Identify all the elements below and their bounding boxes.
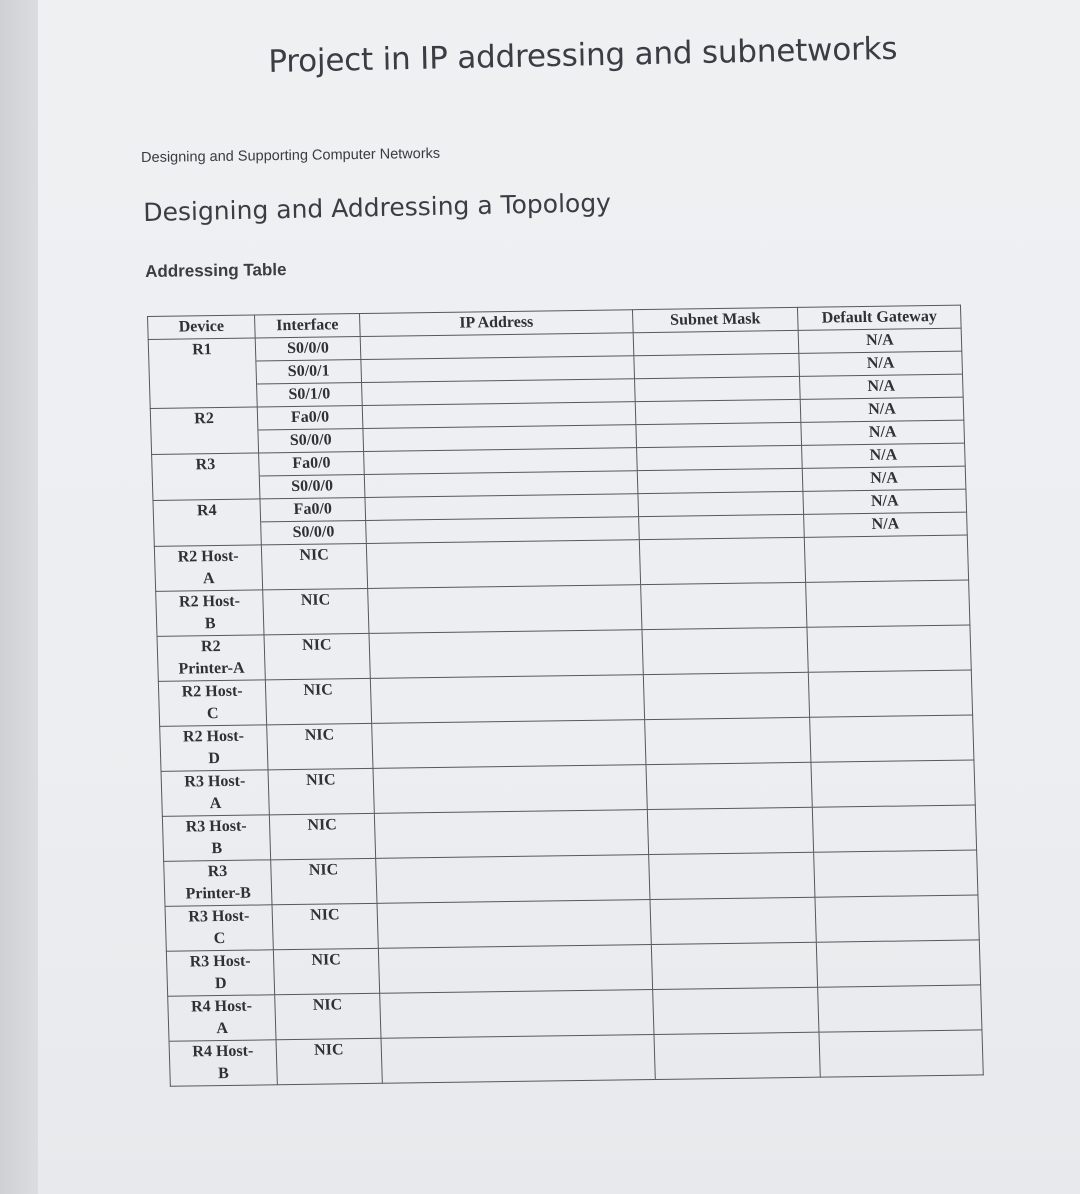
device-name-line2: B <box>204 615 216 633</box>
device-name-line2: Printer-A <box>178 659 245 678</box>
default-gateway-cell[interactable] <box>818 985 982 1032</box>
subnet-mask-cell[interactable] <box>636 422 802 447</box>
ip-address-cell[interactable] <box>366 540 640 589</box>
device-name-line2: A <box>202 570 215 588</box>
default-gateway-cell: N/A <box>803 489 967 514</box>
course-name: Designing and Supporting Computer Networks <box>141 145 441 166</box>
subnet-mask-cell[interactable] <box>650 897 816 944</box>
default-gateway-cell[interactable] <box>811 760 975 807</box>
interface-cell: S0/0/0 <box>259 474 365 498</box>
subnet-mask-cell[interactable] <box>654 1032 820 1079</box>
interface-cell: NIC <box>276 1038 382 1084</box>
device-name-line1: R3 Host- <box>189 952 251 971</box>
subnet-mask-cell[interactable] <box>638 491 804 516</box>
subnet-mask-cell[interactable] <box>637 445 803 470</box>
subnet-mask-cell[interactable] <box>639 537 805 584</box>
section-heading: Designing and Addressing a Topology <box>143 188 612 227</box>
header-default-gateway: Default Gateway <box>797 305 961 330</box>
device-name-line2: A <box>216 1019 229 1038</box>
device-cell <box>154 522 262 546</box>
subnet-mask-cell[interactable] <box>647 807 813 854</box>
default-gateway-cell: N/A <box>800 397 964 422</box>
addressing-table <box>147 305 984 1087</box>
table-body <box>148 328 983 1086</box>
subnet-mask-cell[interactable] <box>633 330 799 355</box>
default-gateway-cell: N/A <box>802 443 966 468</box>
default-gateway-cell[interactable] <box>807 625 971 672</box>
device-name-line1: R3 Host- <box>184 772 246 791</box>
device-cell <box>165 905 273 951</box>
interface-cell: NIC <box>264 633 370 679</box>
device-name-line1: R3 Host- <box>185 817 247 836</box>
device-cell <box>156 590 264 636</box>
interface-cell: S0/0/1 <box>256 360 362 384</box>
default-gateway-cell: N/A <box>802 466 966 491</box>
device-cell <box>161 770 269 816</box>
interface-cell: S0/0/0 <box>261 520 367 544</box>
default-gateway-cell: N/A <box>799 351 963 376</box>
device-cell <box>151 430 259 454</box>
device-cell <box>162 815 270 861</box>
default-gateway-cell: N/A <box>804 512 968 537</box>
device-name-line1: R2 Host- <box>177 547 239 566</box>
device-name-line2: B <box>217 1064 230 1083</box>
header-ip-address: IP Address <box>359 310 633 337</box>
table-label: Addressing Table <box>145 260 287 281</box>
subnet-mask-cell[interactable] <box>653 987 819 1034</box>
device-cell <box>169 1040 277 1086</box>
device-name-line1: R2 Host- <box>182 727 245 746</box>
addressing-table-wrap <box>147 305 984 1087</box>
default-gateway-cell[interactable] <box>806 580 970 627</box>
subnet-mask-cell[interactable] <box>645 717 811 764</box>
subnet-mask-cell[interactable] <box>635 376 801 401</box>
interface-cell: NIC <box>267 723 373 769</box>
device-name-line2: A <box>209 795 222 813</box>
device-cell <box>168 995 276 1041</box>
interface-cell: NIC <box>269 813 375 859</box>
ip-address-cell[interactable] <box>368 585 642 634</box>
interface-cell: S0/1/0 <box>257 383 363 407</box>
header-device: Device <box>148 315 256 339</box>
default-gateway-cell[interactable] <box>819 1030 983 1077</box>
default-gateway-cell[interactable] <box>815 895 979 942</box>
ip-address-cell[interactable] <box>370 675 644 724</box>
ip-address-cell[interactable] <box>372 720 646 769</box>
ip-address-cell[interactable] <box>380 990 654 1039</box>
device-name-line2: C <box>206 705 219 723</box>
document-title: Project in IP addressing and subnetworks <box>268 30 898 80</box>
default-gateway-cell[interactable] <box>804 535 968 582</box>
ip-address-cell[interactable] <box>378 945 652 994</box>
interface-cell: NIC <box>268 768 374 814</box>
device-cell <box>158 680 266 726</box>
interface-cell: Fa0/0 <box>260 497 366 521</box>
interface-cell: NIC <box>271 858 377 904</box>
subnet-mask-cell[interactable] <box>637 468 803 493</box>
interface-cell: S0/0/0 <box>258 428 364 452</box>
device-name-line2: C <box>213 929 226 948</box>
interface-cell: NIC <box>265 678 371 724</box>
default-gateway-cell: N/A <box>798 328 962 353</box>
device-cell <box>154 545 262 591</box>
ip-address-cell[interactable] <box>376 855 650 904</box>
default-gateway-cell: N/A <box>799 374 963 399</box>
subnet-mask-cell[interactable] <box>649 852 815 899</box>
subnet-mask-cell[interactable] <box>634 353 800 378</box>
interface-cell: NIC <box>275 993 381 1039</box>
interface-cell: NIC <box>272 903 378 949</box>
device-name-line1: R3 <box>207 862 228 881</box>
device-cell <box>160 725 268 771</box>
device-name-line1: R2 Host- <box>181 682 243 701</box>
subnet-mask-cell[interactable] <box>651 942 817 989</box>
device-cell <box>150 384 258 408</box>
subnet-mask-cell[interactable] <box>643 672 809 719</box>
subnet-mask-cell[interactable] <box>641 582 807 629</box>
ip-address-cell[interactable] <box>374 810 648 859</box>
default-gateway-cell[interactable] <box>812 805 976 852</box>
device-name-line2: Printer-B <box>185 884 251 903</box>
device-name-line1: R4 Host- <box>190 997 253 1016</box>
ip-address-cell[interactable] <box>381 1034 655 1083</box>
device-cell: R3 <box>152 453 260 477</box>
ip-address-cell[interactable] <box>373 765 647 814</box>
device-cell <box>152 476 260 500</box>
device-name-line1: R2 Host- <box>178 592 241 611</box>
device-name-line2: D <box>214 974 227 993</box>
device-name-line2: B <box>211 840 223 858</box>
adjacent-page-edge <box>0 0 38 1194</box>
interface-cell: Fa0/0 <box>259 451 365 475</box>
device-cell: R4 <box>153 499 261 523</box>
device-name-line1: R4 Host- <box>192 1042 254 1061</box>
interface-cell: Fa0/0 <box>257 406 363 430</box>
device-cell <box>166 950 274 996</box>
interface-cell: NIC <box>261 543 367 589</box>
header-interface: Interface <box>255 314 361 338</box>
default-gateway-cell[interactable] <box>810 715 974 762</box>
device-name-line2: D <box>208 750 221 768</box>
subnet-mask-cell[interactable] <box>639 514 805 539</box>
device-name-line1: R3 Host- <box>188 907 250 926</box>
default-gateway-cell[interactable] <box>808 670 972 717</box>
default-gateway-cell: N/A <box>801 420 965 445</box>
device-cell: R2 <box>150 407 258 431</box>
default-gateway-cell[interactable] <box>816 940 980 987</box>
device-cell <box>149 361 257 385</box>
ip-address-cell[interactable] <box>369 630 643 679</box>
device-name-line1: R2 <box>200 638 221 656</box>
device-cell <box>157 635 265 681</box>
subnet-mask-cell[interactable] <box>646 762 812 809</box>
device-cell <box>164 860 272 906</box>
subnet-mask-cell[interactable] <box>635 399 801 424</box>
interface-cell: S0/0/0 <box>255 337 361 361</box>
ip-address-cell[interactable] <box>377 900 651 949</box>
subnet-mask-cell[interactable] <box>642 627 808 674</box>
interface-cell: NIC <box>263 588 369 634</box>
device-cell: R1 <box>148 338 256 362</box>
header-subnet-mask: Subnet Mask <box>632 307 798 332</box>
default-gateway-cell[interactable] <box>814 850 978 897</box>
interface-cell: NIC <box>273 948 379 994</box>
